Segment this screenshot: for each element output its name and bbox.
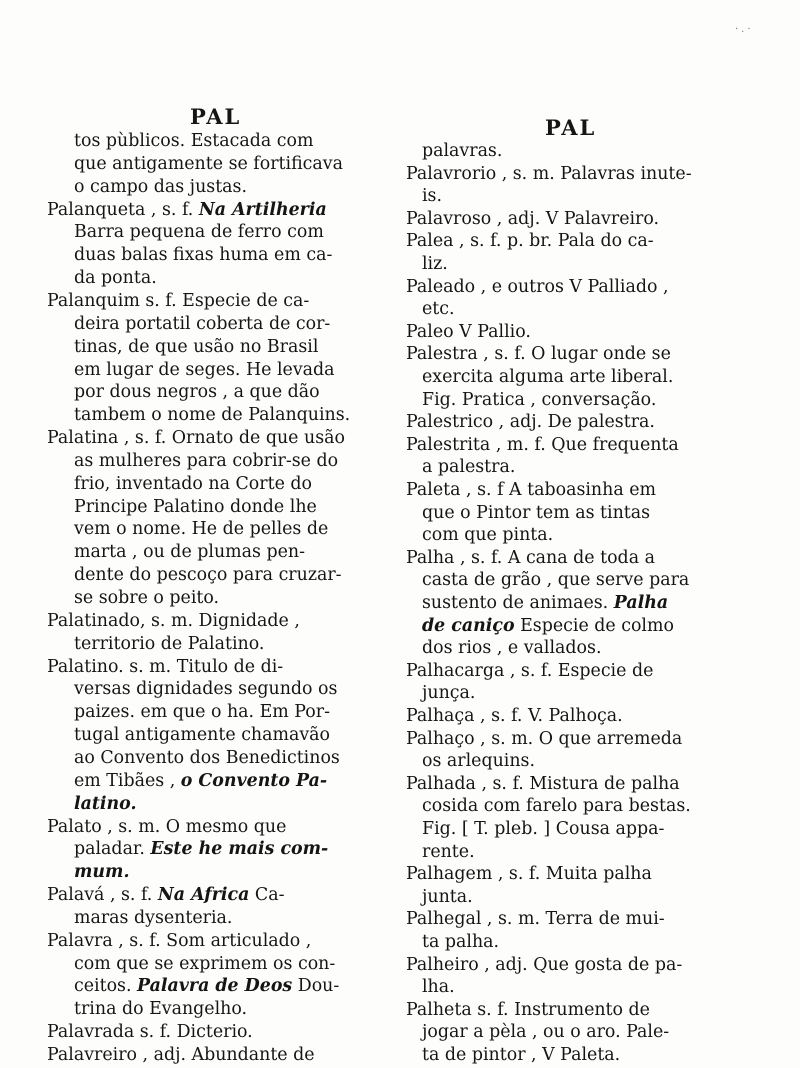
dictionary-line [74,336,318,358]
dictionary-line [422,841,475,863]
text-run: ao Convento dos Benedictinos [74,747,340,768]
dictionary-line [422,818,664,840]
dictionary-line [406,321,531,343]
text-run: etc. [422,299,455,320]
text-run: maras dysenteria. [74,907,233,928]
dictionary-line [422,253,448,275]
text-run: vem o nome. He de pelles de [74,519,329,540]
dictionary-line [74,450,338,472]
italic-run: o Convento Pa- [180,770,328,791]
dictionary-line [74,518,328,540]
dictionary-line [47,610,300,632]
text-run: ceitos. [74,976,138,997]
text-run: versas dignidades segundo os [74,679,338,700]
text-run: junça. [422,683,476,704]
dictionary-line [74,838,328,860]
text-run: ta palha. [422,932,500,952]
text-run: Palatina , s. f. Ornato de que usão [47,428,345,449]
dictionary-line [422,456,515,478]
text-run: paizes. em que o ha. Em Por- [74,702,330,723]
dictionary-line [74,564,342,586]
text-run: Paleado , e outros V Palliado , [406,276,669,297]
dictionary-line [74,587,219,609]
text-run: Paleo V Pallio. [406,321,531,342]
dictionary-line [74,244,332,266]
text-run: sustento de animaes. [422,593,614,613]
text-run: os arlequins. [422,751,536,772]
text-run: duas balas fixas huma em ca- [74,245,333,266]
italic-run: de caniço [422,615,515,636]
dictionary-line [422,615,674,637]
dictionary-line [74,359,335,381]
text-run: marta , ou de plumas pen- [74,542,305,563]
text-run: Palavá , s. f. [47,885,158,906]
text-run: Palavrorio , s. m. Palavras inute- [406,163,692,184]
dictionary-line [406,908,665,930]
text-run: em Tibães , [74,770,181,791]
text-run: cosida com farelo para bestas. [422,796,691,817]
text-run: dos rios , e vallados. [422,638,602,659]
dictionary-line [74,861,130,883]
dictionary-line [47,884,284,906]
text-run: as mulheres para cobrir-se do [74,450,339,471]
italic-run: Na Africa [157,885,250,906]
dictionary-line [422,637,601,659]
left-running-header: PAL [190,104,242,129]
text-run: Palhada , s. f. Mistura de palha [406,773,680,794]
dictionary-line [406,547,655,569]
dictionary-line [422,569,689,591]
text-run: Dou- [292,976,340,997]
dictionary-line [74,907,232,929]
dictionary-line [74,678,337,700]
text-run: paladar. [74,839,151,860]
dictionary-line [74,381,320,403]
dictionary-line [74,701,330,723]
text-run: Palhaço , s. m. O que arremeda [406,728,683,749]
dictionary-line [422,1044,620,1066]
text-run: casta de grão , que serve para [422,570,690,591]
dictionary-line [74,633,264,655]
dictionary-line [74,473,312,495]
dictionary-line [406,343,671,365]
text-run: Palhacarga , s. f. Especie de [406,660,654,681]
text-run: liz. [422,254,448,274]
text-run: tos pùblicos. Estacada com [74,131,314,151]
dictionary-line [47,1021,253,1043]
dictionary-line [47,199,327,221]
italic-run: Este he mais com- [150,839,329,860]
dictionary-line [406,999,650,1021]
text-run: em lugar de seges. He levada [74,359,335,380]
text-run: com que se exprimem os con- [74,953,336,974]
dictionary-line [406,773,680,795]
text-run: Palhaça , s. f. V. Palhoça. [406,706,623,726]
corner-smudge: ·.· [735,24,754,35]
dictionary-line [47,930,311,952]
text-run: is. [422,186,443,207]
text-run: a palestra. [422,457,516,478]
text-run: por dous negros , a que dão [74,382,320,403]
text-run: Fig. Pratica , conversação. [422,389,657,410]
italic-run: Na Artilheria [198,199,327,220]
text-run: Palato , s. m. O mesmo que [47,816,287,837]
text-run: Palestrita , m. f. Que frequenta [406,434,679,455]
text-run: Palavroso , adj. V Palavreiro. [406,208,660,229]
dictionary-line [47,816,286,838]
dictionary-line [422,976,455,998]
dictionary-line [406,230,654,252]
dictionary-line [422,185,442,207]
dictionary-line [406,208,659,230]
text-run: lha. [422,977,455,998]
dictionary-line [422,795,691,817]
dictionary-line [406,163,692,185]
text-run: trina do Evangelho. [74,999,248,1020]
dictionary-line [47,1044,315,1066]
text-run: que o Pintor tem as tintas [422,502,651,523]
text-run: Palatino. s. m. Titulo de di- [47,656,284,677]
dictionary-line [422,140,502,162]
dictionary-line [74,404,350,426]
text-run: Ca- [249,885,285,906]
dictionary-line [74,793,137,815]
text-run: jogar a pèla , ou o aro. Pale- [422,1022,670,1043]
dictionary-line [47,427,345,449]
dictionary-line [422,298,455,320]
dictionary-line [406,479,656,501]
text-run: da ponta. [74,268,157,289]
text-run: rente. [422,841,475,862]
dictionary-line [406,705,623,727]
text-run: Principe Palatino donde lhe [74,496,317,517]
text-run: ta de pintor , V Paleta. [422,1045,621,1065]
dictionary-line [47,656,283,678]
dictionary-line [406,728,682,750]
text-run: Palestrico , adj. De palestra. [406,412,655,433]
text-run: que antigamente se fortificava [74,153,343,174]
dictionary-line [74,496,317,518]
right-running-header: PAL [545,115,597,140]
text-run: Palavrada s. f. Dicterio. [47,1022,253,1043]
text-run: tinas, de que usão no Brasil [74,336,319,357]
text-run: exercita alguma arte liberal. [422,367,674,387]
dictionary-line [406,411,655,433]
dictionary-line [422,886,473,908]
text-run: Fig. [ T. pleb. ] Cousa appa- [422,819,665,839]
dictionary-line [74,998,247,1020]
text-run: Palhegal , s. m. Terra de mui- [406,909,665,930]
text-run: Paleta , s. f A taboasinha em [406,480,657,500]
text-run: Barra pequena de ferro com [74,222,324,243]
text-run: junta. [422,886,473,907]
text-run: Palanqueta , s. f. [47,199,199,220]
text-run: com que pinta. [422,525,554,546]
dictionary-line [406,434,679,456]
text-run: frio, inventado na Corte do [74,473,313,494]
italic-run: Palavra de Deos [137,976,293,997]
text-run: Palea , s. f. p. br. Pala do ca- [406,231,654,252]
text-run: Palatinado, s. m. Dignidade , [47,610,300,631]
dictionary-line [74,130,314,152]
dictionary-line [406,863,652,885]
text-run: Especie de colmo [514,615,674,636]
italic-run: Palha [613,593,669,613]
text-run: palavras. [422,141,503,161]
text-run: tugal antigamente chamavão [74,725,331,746]
dictionary-line [74,770,327,792]
dictionary-line [422,502,650,524]
text-run: Palha , s. f. A cana de toda a [406,547,655,568]
text-run: tambem o nome de Palanquins. [74,405,351,426]
dictionary-line [74,153,343,175]
dictionary-line [422,682,475,704]
text-run: deira portatil coberta de cor- [74,313,331,334]
dictionary-line [422,592,668,614]
text-run: Palanquim s. f. Especie de ca- [47,290,310,311]
text-run: Palheiro , adj. Que gosta de pa- [406,954,683,975]
dictionary-line [406,954,682,976]
italic-run: mum. [74,862,130,883]
dictionary-line [422,524,553,546]
dictionary-line [74,313,330,335]
dictionary-line [406,660,653,682]
dictionary-line [74,267,157,289]
dictionary-line [422,1021,669,1043]
dictionary-line [74,747,340,769]
text-run: o campo das justas. [74,176,248,197]
dictionary-line [74,975,339,997]
dictionary-line [422,366,673,388]
text-run: se sobre o peito. [74,588,220,608]
dictionary-line [74,176,247,198]
text-run: Palavra , s. f. Som articulado , [47,930,312,951]
dictionary-line [422,750,535,772]
dictionary-line [47,290,309,312]
dictionary-line [74,541,305,563]
dictionary-line [74,221,324,243]
text-run: Palavreiro , adj. Abundante de [47,1045,315,1065]
text-run: Palestra , s. f. O lugar onde se [406,344,671,365]
dictionary-line [74,724,330,746]
italic-run: latino. [74,793,137,814]
dictionary-line [422,931,499,953]
text-run: dente do pescoço para cruzar- [74,565,342,586]
text-run: territorio de Palatino. [74,633,265,654]
dictionary-line [74,953,335,975]
text-run: Palhagem , s. f. Muita palha [406,864,652,885]
dictionary-line [422,389,656,411]
text-run: Palheta s. f. Instrumento de [406,999,650,1020]
dictionary-line [406,276,669,298]
